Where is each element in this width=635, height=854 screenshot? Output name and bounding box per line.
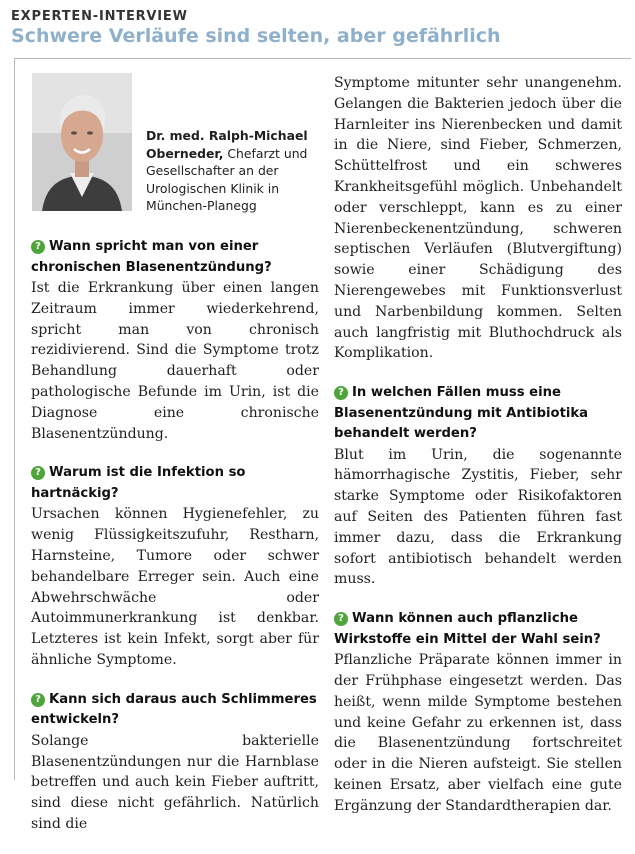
answer-text: Ist die Erkrankung über einen langen Zeitraum immer wiederkehrend, spricht man von chronisch rezidivierend. Sind die Symptome trotz Behandlung dauerhaft oder pathologische Befunde im Urin, ist die Diagnose eine chronische Blasenentzündung. [31,280,319,442]
question-heading: ? Kann sich daraus auch Schlimmeres entwickeln? [31,691,317,728]
answer-text: Solange bakterielle Blasenentzündungen nur die Harnblase betreffen und auch kein Fieber auftritt, sind diese nicht gefährlich. Natürlich sind die [31,732,319,832]
question-heading: ? Wann können auch pflanzliche Wirkstoffe ein Mittel der Wahl sein? [334,611,601,647]
question-mark-icon: ? [31,240,45,254]
answer-continuation: Symptome mitunter sehr unangenehm. Gelangen die Bakterien jedoch über die Harnleiter ins Nierenbecken und damit in die Niere, sind Fieber, Schmerzen, Schüttelfrost und ein schweres Krankheitsgefühl möglich. Unbehandelt oder verschleppt, kann es zu einer Nierenbeckenentzündung, schweren septischen Verläufen (Blutvergiftung) sowie einer Schädigung des Nierengewebes mit Funktionsverlust und Narbenbildung kommen. Selten auch langfristig mit Bluthochdruck als Komplikation. [334,75,622,362]
answer-text: Pflanzliche Präparate können immer in der Frühphase eingesetzt werden. Das heißt, wenn milde Symptome bestehen und keine Gefahr zu erkennen ist, dass die Blasenentzündung fortschreitet oder in die Nieren aufsteigt. Sie stellen keinen Ersatz, aber vielfach eine gute Ergänzung der Standardtherapien dar. [334,652,622,814]
answer-text: Blut im Urin, die sogenannte hämorrhagische Zystitis, Fieber, sehr starke Symptome oder Risikofaktoren auf Seiten des Patienten führen fast immer dazu, dass die Erkrankung sofort antibiotisch behandelt werden muss. [334,446,622,588]
section-kicker: EXPERTEN-INTERVIEW [11,9,188,24]
question-heading: ? In welchen Fällen muss eine Blasenentzündung mit Antibiotika behandelt werden? [334,385,589,442]
answer-text: Ursachen können Hygienefehler, zu wenig Flüssigkeitszufuhr, Restharn, Harnsteine, Tumore oder schwer behandelbare Erreger sein. Auch eine Abwehrschwäche oder Autoimmunerkrankung ist denkbar. Letzteres ist kein Infekt, sorgt aber für ähnliche Symptome. [31,506,319,668]
left-column [31,237,319,854]
question-mark-icon: ? [31,693,45,707]
doctor-name: Dr. med. Ralph-Michael Oberneder, [146,128,308,161]
question-mark-icon: ? [334,612,348,626]
question-heading: ? Warum ist die Infektion so hartnäckig? [31,465,246,501]
question-mark-icon: ? [31,466,45,480]
question-heading: ? Wann spricht man von einer chronischen Blasenentzündung? [31,239,272,275]
doctor-caption [146,127,316,215]
doctor-portrait-photo [32,73,132,211]
article-headline: Schwere Verläufe sind selten, aber gefährlich [11,25,501,47]
question-mark-icon: ? [334,386,348,400]
doctor-role: Chefarzt und Gesellschafter an der Urologischen Klinik in München-Planegg [146,145,308,214]
right-column [334,73,622,836]
